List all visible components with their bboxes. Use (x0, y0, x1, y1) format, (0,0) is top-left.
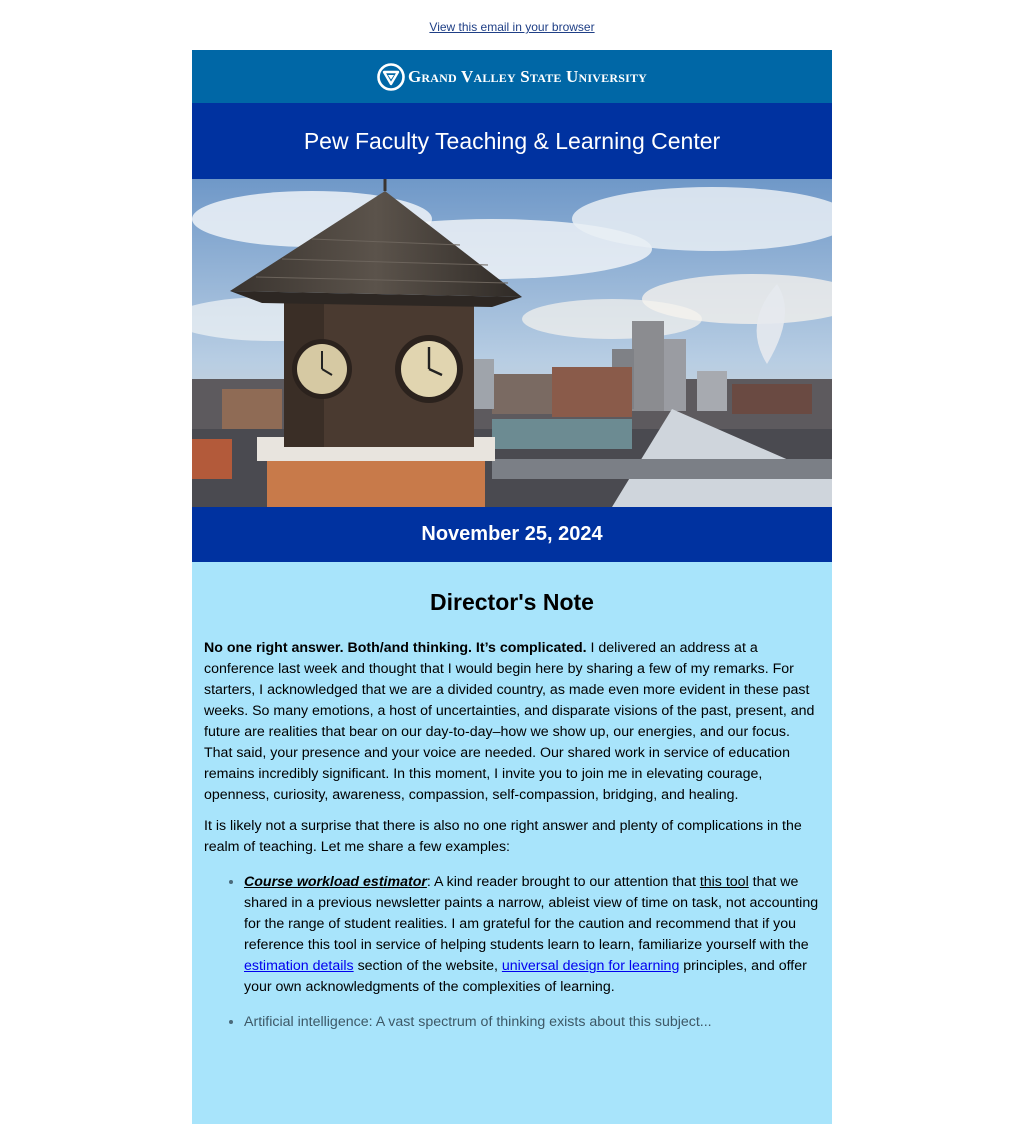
section-heading: Director's Note (430, 589, 594, 615)
university-logo[interactable] (377, 63, 647, 91)
note-body: I delivered an address at a conference last week and thought that I would begin here by sharing a few of my remarks. For starters, I acknowledged that we are a divided country, as made even more evident in these past weeks. So many emotions, a host of uncertainties, and disparate visions of the past, present, and future are realities that bear on our day-to-day–how we show up, our energies, and our focus. That said, your presence and your voice are needed. Our shared work in service of education remains incredibly significant. In this moment, I invite you to join me in elevating courage, openness, curiosity, awareness, compassion, self-compassion, bridging, and healing. (204, 640, 815, 803)
view-in-browser-row (0, 20, 1024, 34)
this-tool-link[interactable]: this tool (699, 874, 749, 890)
list-text: section of the website, (353, 958, 502, 974)
list-item (244, 872, 820, 998)
list-text: that we shared in a previous newsletter paints a narrow, ableist view of time on task, not accounting for the range of student realities. I am grateful for the caution and recommend that if you reference this tool in service of helping students learn to learn, familiarize yourself with the (244, 874, 819, 953)
hero-image (192, 179, 832, 507)
examples-list (204, 872, 820, 1033)
note-lead: No one right answer. Both/and thinking. It’s complicated. (204, 640, 587, 656)
note-paragraph-1 (204, 638, 820, 806)
gvsu-torch-icon (377, 63, 405, 91)
center-title: Pew Faculty Teaching & Learning Center (303, 127, 721, 154)
email-container (192, 50, 832, 1124)
list-text: principles, and offer your own acknowledgments of the complexities of learning. (244, 958, 807, 995)
course-workload-estimator-link[interactable]: Course workload estimator (244, 874, 427, 890)
universal-design-link[interactable]: universal design for learning (501, 958, 680, 974)
note-paragraph-2: It is likely not a surprise that there is also no one right answer and plenty of complications in the realm of teaching. Let me share a few examples: (204, 818, 802, 855)
list-item: • Artificial intelligence: A vast spectrum of thinking exists about this subject... (244, 1012, 820, 1033)
center-title-band (192, 103, 832, 179)
clock-tower-photo (192, 179, 832, 507)
estimation-details-link[interactable]: estimation details (244, 958, 354, 974)
university-header (192, 50, 832, 103)
date-band (192, 507, 832, 562)
directors-note-section (192, 562, 832, 1124)
list-text: : A kind reader brought to our attention that (426, 874, 700, 890)
view-in-browser-link[interactable]: View this email in your browser (429, 20, 595, 34)
issue-date: November 25, 2024 (421, 523, 603, 545)
university-wordmark: Grand Valley State University (407, 66, 648, 86)
